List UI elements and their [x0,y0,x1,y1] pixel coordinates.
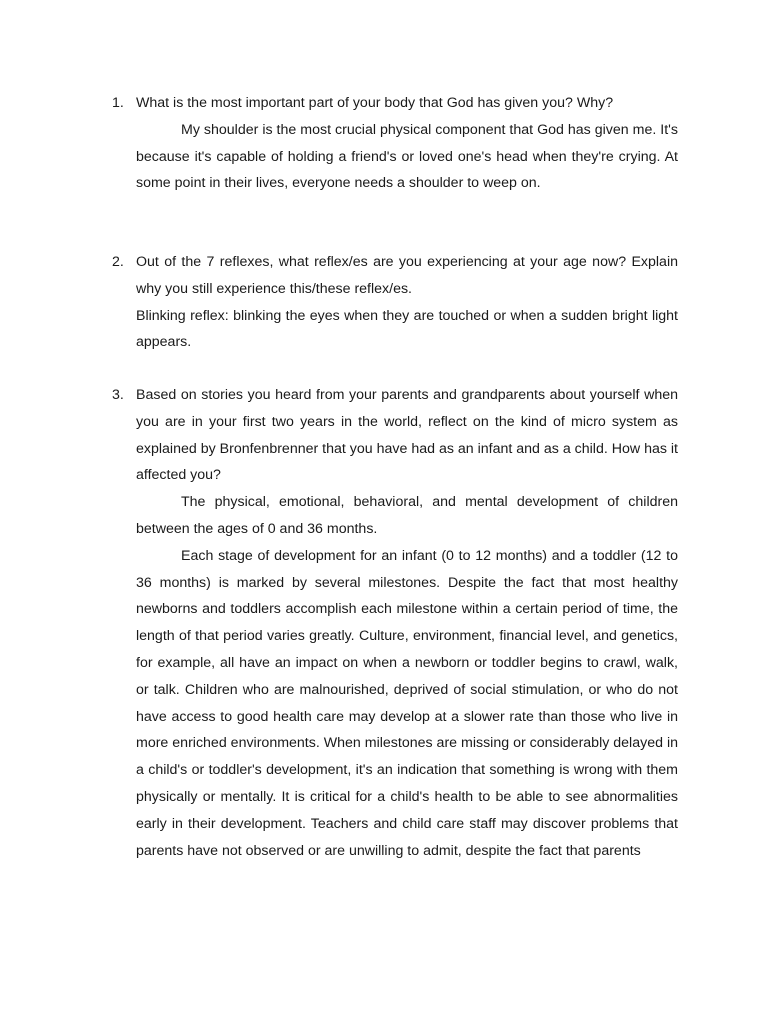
question-1 [112,90,678,197]
question-number: 1. [112,95,124,111]
question-3 [112,382,678,864]
answer-paragraph: Blinking reflex: blinking the eyes when they are touched or when a sudden bright light appears. [136,307,678,351]
question-prompt: Based on stories you heard from your parents and grandparents about yourself when you are in your first two years in the world, reflect on the kind of micro system as explained by Bronfenbrenner that you have had as an infant and as a child. How has it affected you? [136,387,678,484]
question-prompt: Out of the 7 reflexes, what reflex/es are you experiencing at your age now? Explain why you still experience this/these reflex/es. [136,254,678,297]
question-prompt: What is the most important part of your body that God has given you? Why? [136,95,614,111]
answer-paragraph: My shoulder is the most crucial physical component that God has given me. It's because it's capable of holding a friend's or loved one's head when they're crying. At some point in their lives, everyone needs a shoulder to weep on. [136,121,678,192]
question-2 [112,249,678,356]
question-number: 3. [112,387,124,403]
question-number: 2. [112,254,124,270]
answer-paragraph: The physical, emotional, behavioral, and mental development of children between the ages of 0 and 36 months. [136,494,678,537]
answer-paragraph: Each stage of development for an infant (0 to 12 months) and a toddler (12 to 36 months) is marked by several milestones. Despite the fact that most healthy newborns and toddlers accomplish each milestone within a certain period of time, the length of that period varies greatly. Culture, environment, financial level, and genetics, for example, all have an impact on when a newborn or toddler begins to crawl, walk, or talk. Children who are malnourished, deprived of social stimulation, or who do not have access to good health care may develop at a slower rate than those who live in more enriched environments. When milestones are missing or considerably delayed in a child's or toddler's development, it's an indication that something is wrong with them physically or mentally. It is critical for a child's health to be able to see abnormalities early in their development. Teachers and child care staff may discover problems that parents have not observed or are unwilling to admit, despite the fact that parents [136,547,678,859]
